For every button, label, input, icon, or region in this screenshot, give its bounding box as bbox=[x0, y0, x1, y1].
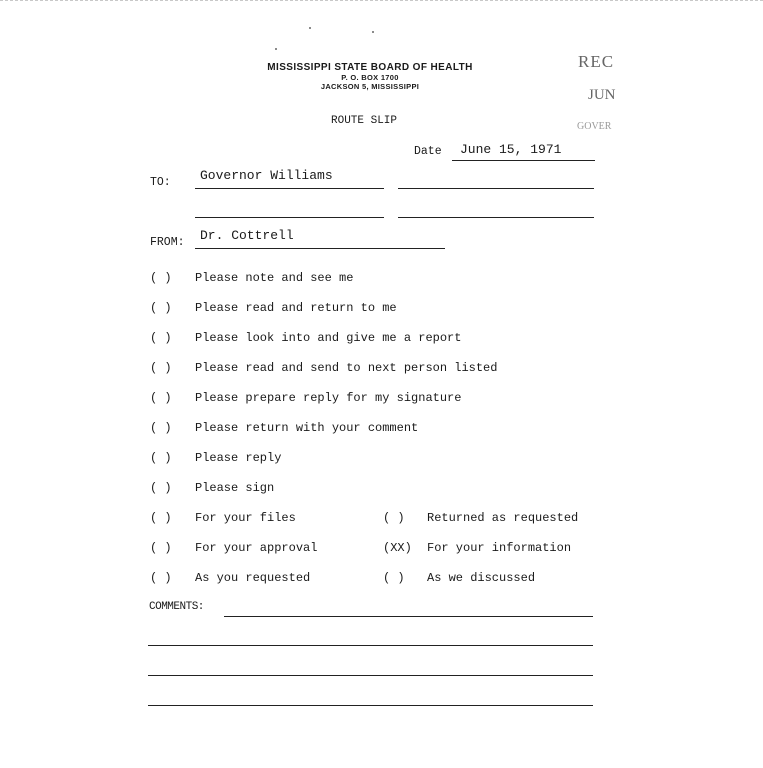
speck bbox=[372, 31, 374, 33]
option-mark: ( ) bbox=[150, 331, 172, 345]
option-mark: ( ) bbox=[150, 511, 172, 525]
option-mark: ( ) bbox=[150, 361, 172, 375]
option-for-your-files: For your files bbox=[195, 511, 296, 525]
option-please-sign: Please sign bbox=[195, 481, 275, 495]
option-mark-checked: (XX) bbox=[383, 541, 412, 555]
option-mark: ( ) bbox=[150, 481, 172, 495]
form-title: ROUTE SLIP bbox=[331, 115, 398, 127]
date-value: June 15, 1971 bbox=[460, 142, 562, 157]
option-mark: ( ) bbox=[150, 571, 172, 585]
page-top-border bbox=[0, 0, 763, 1]
to-line-1 bbox=[195, 188, 384, 189]
date-label: Date bbox=[414, 145, 442, 158]
received-stamp-line3: GOVER bbox=[577, 121, 612, 132]
from-underline bbox=[195, 248, 445, 249]
option-as-we-discussed: As we discussed bbox=[427, 571, 536, 585]
speck bbox=[275, 48, 277, 50]
comments-line-1 bbox=[224, 616, 593, 617]
option-mark: ( ) bbox=[383, 571, 405, 585]
option-read-and-return: Please read and return to me bbox=[195, 301, 397, 315]
option-as-you-requested: As you requested bbox=[195, 571, 311, 585]
to-line-2 bbox=[398, 188, 594, 189]
option-mark: ( ) bbox=[150, 541, 172, 555]
from-value: Dr. Cottrell bbox=[200, 228, 294, 243]
option-returned-as-requested: Returned as requested bbox=[427, 511, 579, 525]
to-line-4 bbox=[398, 217, 594, 218]
comments-line-3 bbox=[148, 675, 593, 676]
option-please-reply: Please reply bbox=[195, 451, 282, 465]
to-value: Governor Williams bbox=[200, 168, 333, 183]
received-stamp-line1: REC bbox=[578, 52, 615, 71]
comments-line-4 bbox=[148, 705, 593, 706]
letterhead bbox=[200, 62, 540, 91]
letterhead-box: P. O. BOX 1700 bbox=[341, 73, 399, 82]
option-mark: ( ) bbox=[150, 391, 172, 405]
option-mark: ( ) bbox=[150, 271, 172, 285]
option-for-your-approval: For your approval bbox=[195, 541, 318, 555]
option-mark: ( ) bbox=[150, 421, 172, 435]
letterhead-city: JACKSON 5, MISSISSIPPI bbox=[320, 82, 420, 91]
option-for-your-information: For your information bbox=[427, 541, 572, 555]
to-label: TO: bbox=[150, 176, 171, 189]
received-stamp-line2: JUN bbox=[588, 87, 616, 103]
option-look-into-report: Please look into and give me a report bbox=[195, 331, 462, 345]
option-prepare-reply: Please prepare reply for my signature bbox=[195, 391, 462, 405]
option-note-and-see: Please note and see me bbox=[195, 271, 354, 285]
from-label: FROM: bbox=[150, 236, 185, 249]
option-return-with-comment: Please return with your comment bbox=[195, 421, 419, 435]
letterhead-org: MISSISSIPPI STATE BOARD OF HEALTH bbox=[267, 62, 473, 73]
comments-line-2 bbox=[148, 645, 593, 646]
option-mark: ( ) bbox=[150, 301, 172, 315]
comments-label: COMMENTS: bbox=[149, 601, 204, 613]
to-line-3 bbox=[195, 217, 384, 218]
date-underline bbox=[452, 160, 595, 161]
option-read-and-send: Please read and send to next person listed bbox=[195, 361, 498, 375]
option-mark: ( ) bbox=[383, 511, 405, 525]
speck bbox=[309, 27, 311, 29]
option-mark: ( ) bbox=[150, 451, 172, 465]
